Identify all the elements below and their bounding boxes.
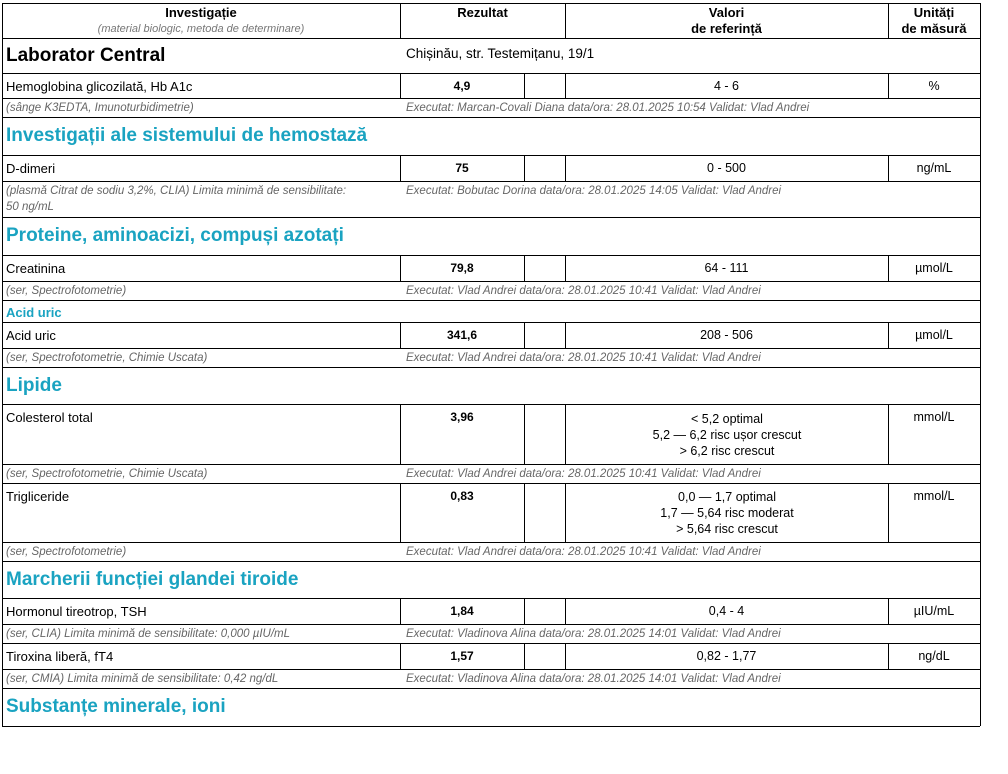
column-divider — [524, 404, 525, 464]
section-title-hemostaza: Investigații ale sistemului de hemostază — [6, 125, 368, 146]
row-divider — [2, 281, 980, 282]
test-result-ddimer: 75 — [455, 161, 469, 175]
test-name-ft4: Tiroxina liberă, fT4 — [6, 649, 114, 664]
test-unit-acid-uric: µmol/L — [915, 328, 953, 342]
test-result-trigliceride: 0,83 — [450, 489, 474, 503]
test-executed-ft4: Executat: Vladinova Alina data/ora: 28.01.2025 14:01 Validat: Vlad Andrei — [406, 673, 781, 685]
test-result-hba1c: 4,9 — [453, 79, 471, 93]
row-divider — [2, 300, 980, 301]
test-executed-colesterol: Executat: Vlad Andrei data/ora: 28.01.2025 10:41 Validat: Vlad Andrei — [406, 468, 761, 480]
reference-line: 0,0 — 1,7 optimal — [678, 490, 776, 504]
test-name-tsh: Hormonul tireotrop, TSH — [6, 604, 147, 619]
test-executed-trigliceride: Executat: Vlad Andrei data/ora: 28.01.2025 10:41 Validat: Vlad Andrei — [406, 546, 761, 558]
table-border-left — [2, 3, 3, 726]
column-divider — [524, 643, 525, 669]
test-reference-hba1c: 4 - 6 — [713, 79, 739, 93]
section-title-lipide: Lipide — [6, 375, 62, 396]
test-unit-trigliceride: mmol/L — [913, 489, 955, 503]
test-name-hba1c: Hemoglobina glicozilată, Hb A1c — [6, 79, 193, 94]
header-investigation: Investigație — [165, 5, 237, 20]
header-result: Rezultat — [457, 5, 508, 20]
header-divider — [2, 38, 980, 39]
test-executed-creatinina: Executat: Vlad Andrei data/ora: 28.01.2025 10:41 Validat: Vlad Andrei — [406, 285, 761, 297]
test-name-colesterol: Colesterol total — [6, 410, 93, 425]
row-divider — [2, 73, 980, 74]
row-divider — [2, 561, 980, 562]
test-name-creatinina: Creatinina — [6, 261, 66, 276]
test-reference-trigliceride — [566, 489, 888, 537]
test-executed-tsh: Executat: Vladinova Alina data/ora: 28.01.2025 14:01 Validat: Vlad Andrei — [406, 628, 781, 640]
row-divider — [2, 688, 980, 689]
test-executed-ddimer: Executat: Bobutac Dorina data/ora: 28.01.2025 14:05 Validat: Vlad Andrei — [406, 185, 782, 197]
test-result-acid-uric: 341,6 — [446, 328, 478, 342]
test-name-acid-uric: Acid uric — [6, 328, 56, 343]
table-border-top — [2, 3, 980, 4]
header-units-line2: de măsură — [901, 21, 967, 36]
reference-line: < 5,2 optimal — [691, 412, 763, 426]
test-material-trigliceride: (ser, Spectrofotometrie) — [6, 546, 127, 558]
test-reference-tsh: 0,4 - 4 — [708, 604, 745, 618]
test-reference-ddimer: 0 - 500 — [707, 161, 746, 175]
row-divider — [2, 464, 980, 465]
row-divider — [2, 348, 980, 349]
row-divider — [2, 255, 980, 256]
row-divider — [2, 322, 980, 323]
test-material-ft4: (ser, CMIA) Limita minimă de sensibilitate: 0,42 ng/dL — [6, 673, 279, 685]
row-divider — [2, 217, 980, 218]
row-divider — [2, 367, 980, 368]
test-material-acid-uric: (ser, Spectrofotometrie, Chimie Uscata) — [6, 352, 208, 364]
row-divider — [2, 98, 980, 99]
test-reference-colesterol — [566, 411, 888, 459]
section-title-tiroida: Marcherii funcției glandei tiroide — [6, 569, 299, 590]
lab-name: Laborator Central — [6, 45, 166, 66]
test-executed-hba1c: Executat: Marcan-Covali Diana data/ora: 28.01.2025 10:54 Validat: Vlad Andrei — [406, 102, 810, 114]
row-divider — [2, 181, 980, 182]
test-result-ft4: 1,57 — [450, 649, 474, 663]
column-divider — [524, 322, 525, 348]
row-divider — [2, 669, 980, 670]
subsection-title-acid-uric: Acid uric — [6, 305, 62, 320]
header-investigation-note: (material biologic, metoda de determinare) — [97, 23, 305, 35]
test-unit-colesterol: mmol/L — [913, 410, 955, 424]
test-reference-acid-uric: 208 - 506 — [700, 328, 753, 342]
reference-line: 5,2 — 6,2 risc ușor crescut — [652, 428, 802, 442]
test-reference-creatinina: 64 - 111 — [704, 261, 749, 275]
column-divider — [524, 73, 525, 98]
test-reference-ft4: 0,82 - 1,77 — [696, 649, 757, 663]
row-divider — [2, 624, 980, 625]
section-title-minerale: Substanțe minerale, ioni — [6, 696, 226, 717]
test-result-tsh: 1,84 — [450, 604, 474, 618]
table-border-right — [980, 3, 981, 726]
row-divider — [2, 404, 980, 405]
row-divider — [2, 483, 980, 484]
header-reference-line1: Valori — [708, 5, 745, 20]
reference-line: > 5,64 risc crescut — [676, 522, 778, 536]
section-title-proteine: Proteine, aminoacizi, compuși azotați — [6, 225, 344, 246]
test-result-creatinina: 79,8 — [450, 261, 474, 275]
test-unit-hba1c: % — [928, 79, 940, 93]
test-unit-ft4: ng/dL — [918, 649, 950, 663]
lab-address: Chișinău, str. Testemițanu, 19/1 — [406, 46, 595, 61]
column-divider — [524, 598, 525, 624]
test-material-creatinina: (ser, Spectrofotometrie) — [6, 285, 127, 297]
column-divider — [524, 483, 525, 542]
test-unit-tsh: µIU/mL — [913, 604, 955, 618]
test-material-ddimer-line2: 50 ng/mL — [6, 201, 54, 213]
test-material-tsh: (ser, CLIA) Limita minimă de sensibilitate: 0,000 µIU/mL — [6, 628, 291, 640]
row-divider — [2, 117, 980, 118]
test-unit-ddimer: ng/mL — [916, 161, 952, 175]
row-divider — [2, 542, 980, 543]
reference-line: > 6,2 risc crescut — [679, 444, 775, 458]
test-executed-acid-uric: Executat: Vlad Andrei data/ora: 28.01.2025 10:41 Validat: Vlad Andrei — [406, 352, 761, 364]
test-material-colesterol: (ser, Spectrofotometrie, Chimie Uscata) — [6, 468, 208, 480]
column-divider — [524, 255, 525, 281]
test-name-ddimer: D-dimeri — [6, 161, 56, 176]
header-reference-line2: de referință — [691, 21, 762, 36]
row-divider — [2, 643, 980, 644]
test-result-colesterol: 3,96 — [450, 410, 474, 424]
column-divider — [524, 155, 525, 181]
row-divider — [2, 598, 980, 599]
test-name-trigliceride: Trigliceride — [6, 489, 70, 504]
reference-line: 1,7 — 5,64 risc moderat — [660, 506, 794, 520]
row-divider — [2, 155, 980, 156]
test-material-ddimer-line1: (plasmă Citrat de sodiu 3,2%, CLIA) Limita minimă de sensibilitate: — [6, 185, 347, 197]
header-units-line1: Unități — [913, 5, 955, 20]
test-material-hba1c: (sânge K3EDTA, Imunoturbidimetrie) — [6, 102, 194, 114]
table-border-bottom — [2, 726, 980, 727]
test-unit-creatinina: µmol/L — [915, 261, 953, 275]
